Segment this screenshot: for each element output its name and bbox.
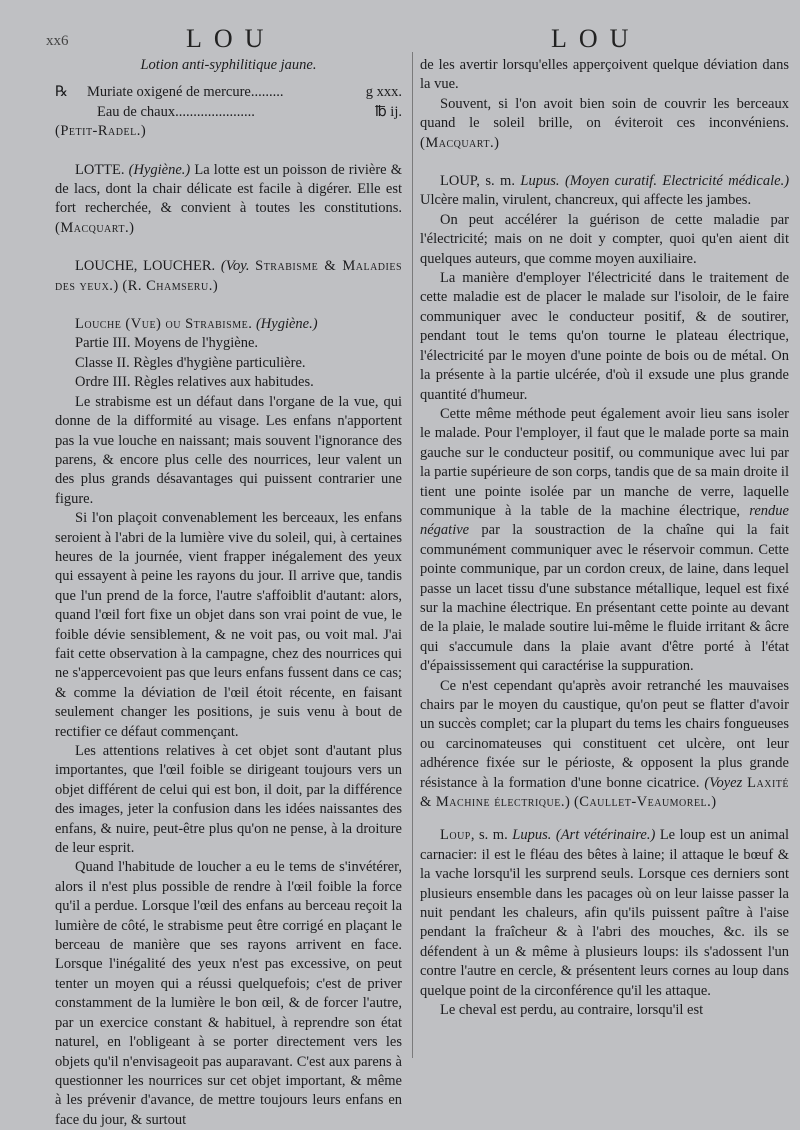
column-rule [412, 52, 413, 1058]
paragraph: Cette même méthode peut également avoir lieu sans isoler le malade. Pour l'employer, il faut que le malade porte sa main gauche sur le conducteur positif, ou communique avec lui par la partie supérieure de son corps, tandis que de sa main droite il tient une pointe isolée par un manche de verre, laquelle communique à la table de la machine électrique, rendue négative par la soustraction de la chaîne qui la fait communément communiquer avec le réservoir commun. Cette pointe communique, par un cordon creux, de laine, dans lequel passe un lacet tissu d'une substance métallique, lequel est fixé sur la machine électrique. En présentant cette pointe au devant de la plaie, le malade soutire lui-même le fluide irritant & âcre qui s'accumule dans la plaie avant d'être porté à l'état d'épaississement qui caractérise la suppuration. [420, 405, 789, 675]
lotion-title: Lotion anti-syphilitique jaune. [140, 57, 317, 73]
continued-text: de les avertir lorsqu'elles apperçoivent quelque déviation dans la vue. [420, 57, 789, 93]
quantity-2: ℔ ij. [374, 103, 402, 120]
prescription-line-2: Eau de chaux...................... ℔ ij. [87, 103, 402, 122]
entry-loup-veterinaire: Loup, s. m. Lupus. (Art vétérinaire.) Le loup est un animal carnacier: il est le fléau des bêtes à laine; il attaque le bœuf & la vache lorsqu'il les surprend seuls. Lorsque ces derniers sont plusieurs ensemble dans les pacages où on leur laisse passer la nuit pendant les chaleurs, afin qu'ils puissent paître à l'aise pendant la fraîcheur & à l'abri des mouches, &c. ils se défendent à un & même à plusieurs loups: ils s'adossent l'un contre l'autre en cercle, & présentent leurs cornes au loup dans quelque point de la circonférence qu'il les attaque. [420, 827, 790, 999]
entry-loup-medical: LOUP, s. m. Lupus. (Moyen curatif. Electricité médicale.) Ulcère malin, virulent, chancreux, qui affecte les jambes. [420, 173, 790, 209]
entry-strabisme-title: Louche (Vue) ou Strabisme. (Hygiène.) [75, 316, 318, 333]
quantity-1: g xxx. [365, 84, 402, 101]
paragraph: Le cheval est perdu, au contraire, lorsqu'il est [440, 1002, 704, 1019]
prescription-line-1: ℞ Muriate oxigené de mercure......... g xxx. [87, 83, 402, 102]
prescription [55, 83, 402, 122]
paragraph: Souvent, si l'on avoit bien soin de couvrir les berceaux quand le soleil brille, on éviteroit ces inconvéniens. (Macquart.) [420, 95, 789, 151]
running-head-right: LOU [551, 24, 641, 53]
paragraph: Ce n'est cependant qu'après avoir retranché les mauvaises chairs par le moyen du caustique, qu'on peut se flatter d'avoir un succès complet; car la plupart du tems les chairs fongueuses ou carcinomateuses qui constituent cet ulcère, ont leur adhérence fixée sur le périoste, & opposent la plus grande résistance à la formation d'une bonne cicatrice. (Voyez Laxité & Machine électrique.) (Caullet-Veaumorel.) [420, 677, 790, 811]
page-number: xx6 [46, 33, 69, 49]
paragraph: La manière d'employer l'électricité dans le traitement de cette maladie est de placer le malade sur l'isoloir, de le faire communiquer avec le conducteur positif, & de soutirer, pendant tout le tems qu'on tourne le plateau électrique, l'électricité par le moyen d'une pointe de bois ou de métal. On la présente à la partie ulcérée, d'où il exsude une plus grande quantité d'humeur. [420, 270, 789, 403]
paragraph: Le strabisme est un défaut dans l'organe de la vue, qui donne de la difformité au visage. Les enfans n'apportent pas la vue louche en naissant; mais souvent l'ignorance des parens, & encore plus celle des nourrices, leur valent un des plus grands désavantages qui puissent contrarier une figure. [55, 393, 402, 507]
paragraph: Si l'on plaçoit convenablement les berceaux, les enfans seroient à l'abri de la lumière vive du soleil, qui, à certaines heures de la journée, vient frapper inégalement des yeux qui essayent à peine les rayons du jour. Il arrive que, tandis que l'un prend de la force, l'autre s'affoiblit d'autant: alors, quand l'œil fort fixe un objet dans son vrai point de vue, le foible dévie sensiblement, & ne voit pas, ou voit mal. J'ai fait cette observation à la campagne, chez des nourrices qui ne s'appercevoient pas que leurs enfans fussent dans ce cas; & comme la déviation de l'œil étoit récente, en faisant seulement changer les positions, je suis venu à bout de rectifier ce défaut commençant. [55, 510, 402, 740]
paragraph: Les attentions relatives à cet objet sont d'autant plus importantes, que l'œil foible se dirigeant toujours vers un objet différent de celui qui est bon, il doit, par la différence des images, jeter la confusion dans les idées naissantes des enfans, & nuire, peut-être plus qu'on ne pense, à la droiture de leur esprit. [55, 743, 402, 857]
strabisme-partie: Partie III. Moyens de l'hygiène. [75, 335, 259, 352]
prescription-author: (Petit-Radel.) [55, 123, 147, 140]
paragraph: On peut accélérer la guérison de cette maladie par l'électricité; mais on ne doit y compter, quoi qu'en aient dit quelques auteurs, que comme moyen auxiliaire. [420, 211, 789, 267]
right-column [420, 56, 789, 1021]
entry-louche: LOUCHE, LOUCHER. (Voy. Strabisme & Maladies des yeux.) (R. Chamseru.) [55, 258, 403, 294]
entry-lotte: LOTTE. (Hygiène.) La lotte est un poisson de rivière & de lacs, dont la chair délicate est facile à digérer. Elle est fort recherchée, & convient à toutes les constitutions. (Macquart.) [55, 161, 402, 236]
paragraph: Quand l'habitude de loucher a eu le tems de s'invétérer, alors il n'est plus possible de rendre à l'œil foible la force qu'il a perdue. Lorsque l'œil des enfans au berceau reçoit la lumière de côté, le strabisme peut être corrigé en plaçant le berceau de manière que ses rayons arrivent en face. Lorsque l'inégalité des yeux n'est pas excessive, on peut tenter un moyen qui a réussi quelquefois; c'est de priver constamment de la lumière le bon œil, & de forcer l'autre, par un exercice constant & habituel, à reprendre son état naturel, en l'obligeant à se porter directement vers les objets qu'il n'envisageoit pas auparavant. C'est aux parens à questionner les nourrices sur cet objet important, & même à les prévenir d'avance, de mettre toujours leurs enfans en face du jour, & surtout [55, 859, 402, 1128]
strabisme-classe: Classe II. Règles d'hygiène particulière. [75, 354, 306, 371]
left-column [55, 56, 402, 1130]
running-head-left: LOU [186, 24, 276, 53]
recipe-symbol: ℞ [55, 84, 68, 101]
strabisme-ordre: Ordre III. Règles relatives aux habitudes. [75, 374, 314, 391]
